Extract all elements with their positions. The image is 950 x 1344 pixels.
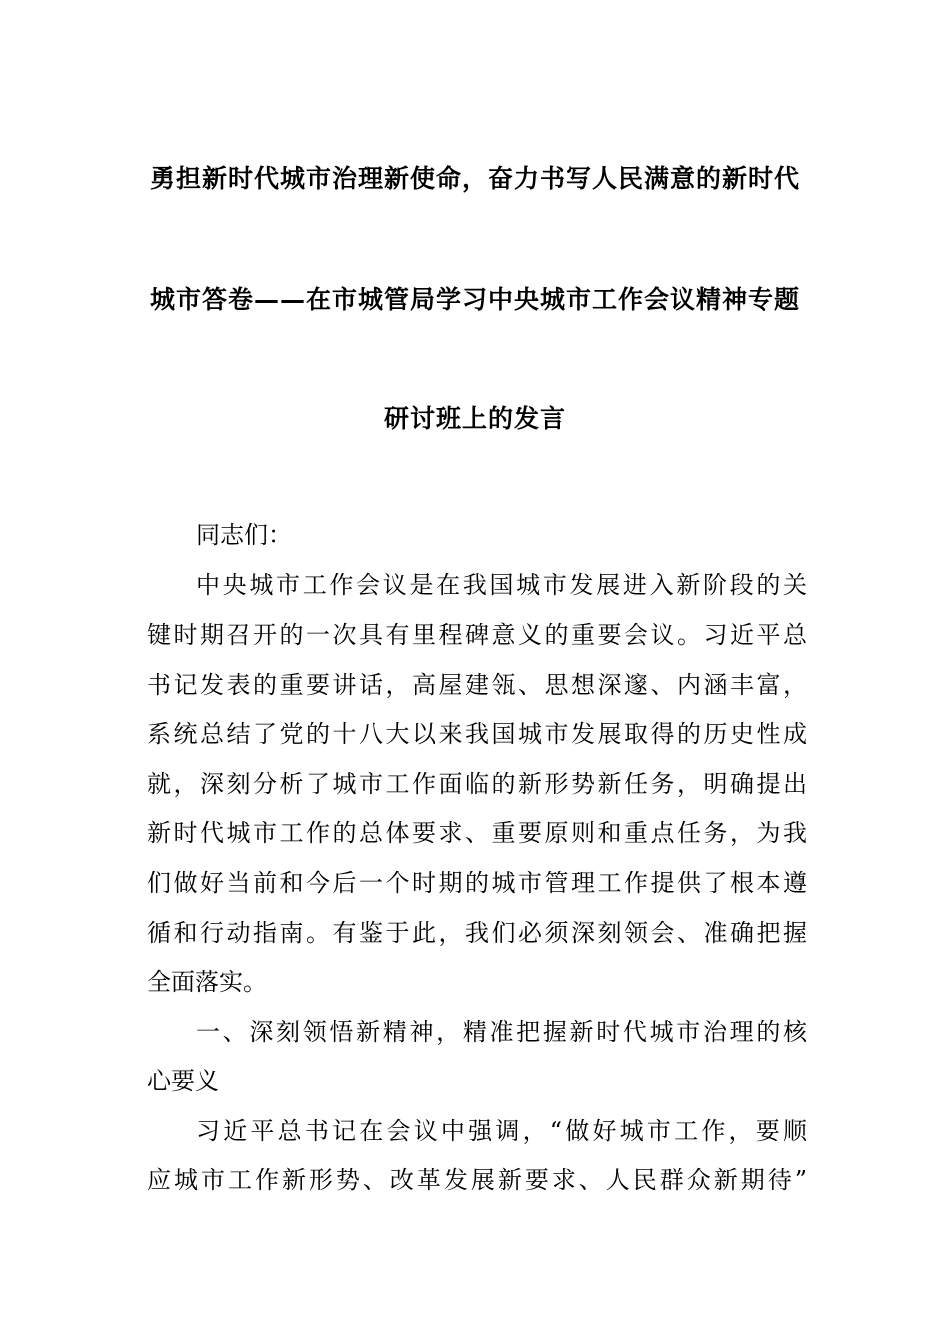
paragraph-1-line: 中央城市工作会议是在我国城市发展进入新阶段的关: [196, 571, 807, 599]
paragraph-1-line: 书记发表的重要讲话，高屋建瓴、思想深邃、内涵丰富，: [147, 671, 807, 699]
title-line-1: 勇担新时代城市治理新使命，奋力书写人民满意的新时代: [149, 164, 800, 193]
title-line-2: 城市答卷——在市城管局学习中央城市工作会议精神专题: [149, 285, 800, 314]
paragraph-1-line: 键时期召开的一次具有里程碑意义的重要会议。习近平总: [147, 621, 807, 649]
paragraph-1-line: 们做好当前和今后一个时期的城市管理工作提供了根本遵: [147, 869, 807, 897]
paragraph-2-line: 应城市工作新形势、改革发展新要求、人民群众新期待”: [147, 1166, 807, 1194]
paragraph-1-line: 就，深刻分析了城市工作面临的新形势新任务，明确提出: [147, 770, 807, 798]
section-heading-line: 一、深刻领悟新精神，精准把握新时代城市治理的核: [196, 1018, 807, 1046]
paragraph-2-line: 习近平总书记在会议中强调，“做好城市工作，要顺: [196, 1117, 807, 1145]
paragraph-1-line: 全面落实。: [147, 968, 267, 996]
section-heading-line: 心要义: [147, 1067, 219, 1095]
title-line-3: 研讨班上的发言: [383, 404, 566, 433]
paragraph-1-line: 循和行动指南。有鉴于此，我们必须深刻领会、准确把握: [147, 919, 807, 947]
paragraph-1-line: 新时代城市工作的总体要求、重要原则和重点任务，为我: [147, 819, 807, 847]
salutation: 同志们：: [196, 521, 292, 549]
paragraph-1-line: 系统总结了党的十八大以来我国城市发展取得的历史性成: [147, 720, 807, 748]
